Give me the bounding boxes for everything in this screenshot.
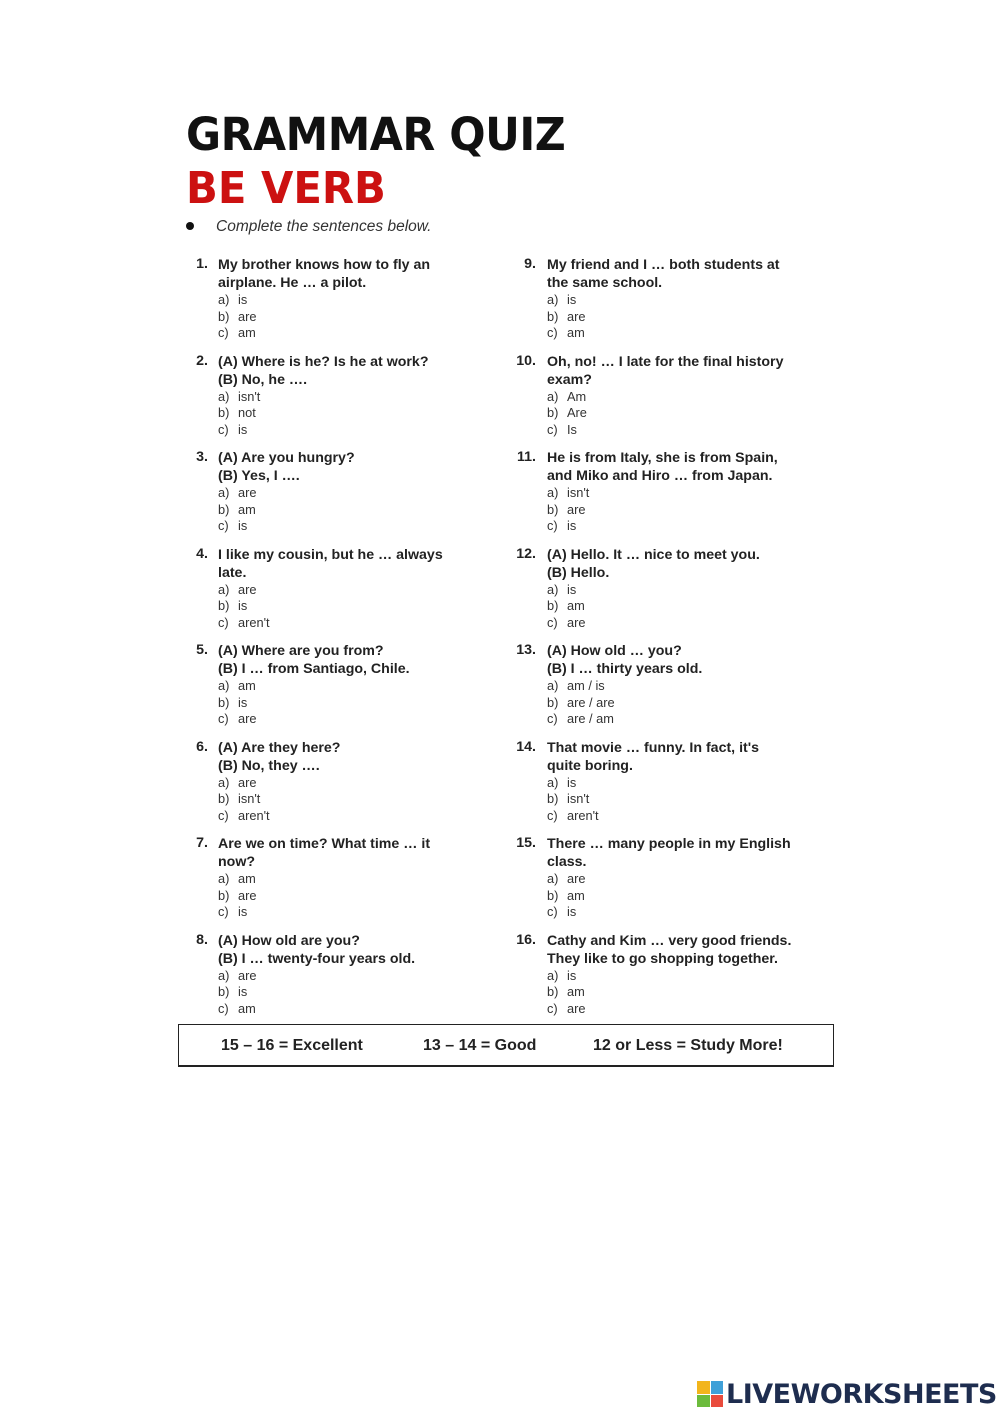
option-letter: b)	[218, 984, 230, 999]
question-item	[510, 739, 830, 836]
question-body	[547, 642, 830, 728]
answer-option[interactable]	[547, 518, 830, 535]
option-text: Is	[567, 421, 577, 437]
option-text: am / is	[567, 678, 605, 693]
option-text: are	[238, 485, 257, 500]
question-stem: There … many people in my English class.	[547, 836, 791, 870]
option-text: is	[238, 598, 248, 613]
question-stem: (A) Where is he? Is he at work? (B) No, he ….	[218, 353, 429, 388]
question-number: 5.	[196, 642, 208, 658]
answer-option[interactable]	[547, 888, 830, 905]
answer-option[interactable]	[218, 1001, 496, 1018]
option-text: am	[567, 598, 585, 613]
question-item	[186, 739, 496, 836]
option-text: is	[238, 984, 248, 999]
answer-option[interactable]	[547, 871, 830, 888]
question-stem: (A) Are they here? (B) No, they ….	[218, 739, 341, 774]
question-number: 12.	[516, 545, 536, 562]
question-number: 10.	[516, 352, 536, 369]
answer-option[interactable]	[218, 678, 496, 695]
question-stem: (A) How old … you? (B) I … thirty years old.	[547, 643, 703, 677]
option-letter: c)	[547, 1000, 558, 1016]
question-body	[218, 739, 496, 825]
option-text: am	[567, 984, 585, 999]
option-text: are / are	[567, 694, 615, 710]
answer-option[interactable]	[218, 615, 496, 632]
quiz-title: GRAMMAR QUIZ	[186, 108, 566, 161]
option-letter: b)	[218, 887, 230, 903]
option-letter: c)	[547, 711, 558, 726]
question-item	[186, 642, 496, 739]
option-letter: a)	[218, 292, 230, 307]
option-letter: b)	[218, 308, 230, 324]
question-item	[510, 835, 830, 932]
instruction-text: Complete the sentences below.	[216, 218, 432, 235]
option-letter: b)	[547, 598, 559, 613]
option-text: is	[567, 774, 577, 790]
question-body	[218, 256, 496, 342]
logo-grid-icon	[697, 1381, 723, 1407]
option-text: is	[238, 518, 248, 533]
question-number: 1.	[196, 256, 208, 272]
option-text: are / am	[567, 711, 614, 726]
option-letter: b)	[547, 308, 559, 324]
question-item	[510, 256, 830, 353]
answer-option[interactable]	[218, 598, 496, 615]
answer-option[interactable]	[218, 711, 496, 728]
answer-option[interactable]	[218, 518, 496, 535]
option-text: isn't	[567, 791, 590, 806]
answer-option[interactable]	[218, 791, 496, 808]
question-number: 8.	[196, 931, 208, 948]
option-letter: c)	[218, 325, 229, 340]
option-text: is	[238, 292, 248, 307]
question-stem: My friend and I … both students at the same school.	[547, 257, 780, 291]
answer-option[interactable]	[547, 422, 830, 439]
answer-option[interactable]	[547, 711, 830, 728]
option-letter: b)	[547, 405, 559, 420]
option-letter: a)	[547, 871, 559, 886]
option-text: is	[567, 904, 577, 919]
question-stem: Oh, no! … I late for the final history exam?	[547, 353, 784, 388]
left-question-column	[186, 256, 496, 1028]
option-letter: a)	[218, 967, 230, 983]
question-item	[510, 353, 830, 450]
question-item	[186, 546, 496, 643]
option-letter: b)	[547, 984, 559, 999]
answer-option[interactable]	[218, 984, 496, 1001]
answer-option[interactable]	[547, 678, 830, 695]
question-item	[186, 449, 496, 546]
question-number: 15.	[516, 835, 536, 851]
question-number: 2.	[196, 352, 208, 369]
logo-tile	[697, 1381, 710, 1394]
option-letter: c)	[218, 711, 229, 726]
bullet-icon	[186, 222, 194, 230]
question-number: 7.	[196, 835, 208, 851]
answer-option[interactable]	[547, 485, 830, 502]
option-letter: c)	[218, 518, 229, 533]
answer-option[interactable]	[547, 582, 830, 599]
option-letter: b)	[547, 791, 559, 806]
option-text: is	[567, 967, 577, 983]
question-body	[547, 835, 830, 921]
option-letter: b)	[547, 694, 559, 710]
question-stem: (A) How old are you? (B) I … twenty-four years old.	[218, 932, 416, 967]
option-text: not	[238, 405, 256, 420]
answer-option[interactable]	[218, 808, 496, 825]
question-number: 6.	[196, 738, 208, 755]
answer-option[interactable]	[547, 1001, 830, 1018]
scoring-box	[178, 1024, 834, 1067]
question-number: 16.	[516, 931, 536, 948]
question-item	[510, 449, 830, 546]
option-letter: b)	[218, 791, 230, 806]
option-text: are	[238, 967, 257, 983]
option-text: am	[238, 1000, 256, 1016]
option-letter: c)	[547, 421, 558, 437]
question-item	[510, 642, 830, 739]
option-text: are	[567, 1000, 586, 1016]
question-item	[186, 256, 496, 353]
answer-option[interactable]	[547, 325, 830, 342]
question-number: 13.	[516, 642, 536, 658]
option-text: Am	[567, 388, 587, 404]
option-text: is	[238, 421, 248, 437]
question-stem: He is from Italy, she is from Spain, and Miko and Hiro … from Japan.	[547, 450, 778, 484]
option-text: are	[238, 887, 257, 903]
answer-option[interactable]	[218, 695, 496, 712]
question-body	[218, 546, 496, 632]
option-text: aren't	[238, 614, 270, 630]
option-text: are	[567, 871, 586, 886]
option-text: is	[567, 581, 577, 597]
answer-option[interactable]	[547, 598, 830, 615]
option-letter: a)	[547, 485, 559, 500]
option-text: am	[567, 325, 585, 340]
answer-option[interactable]	[547, 309, 830, 326]
question-body	[547, 932, 830, 1018]
option-letter: a)	[547, 388, 559, 404]
option-letter: a)	[218, 774, 230, 790]
option-letter: a)	[547, 581, 559, 597]
option-letter: c)	[547, 904, 558, 919]
answer-option[interactable]	[218, 502, 496, 519]
option-letter: b)	[218, 405, 230, 420]
logo-text: LIVEWORKSHEETS	[726, 1378, 997, 1410]
answer-option[interactable]	[547, 984, 830, 1001]
answer-option[interactable]	[547, 405, 830, 422]
option-text: aren't	[238, 807, 270, 823]
question-item	[186, 835, 496, 932]
answer-option[interactable]	[547, 502, 830, 519]
option-text: Are	[567, 405, 587, 420]
option-text: are	[567, 614, 586, 630]
answer-option[interactable]	[218, 904, 496, 921]
question-stem: (A) Where are you from? (B) I … from Santiago, Chile.	[218, 643, 410, 677]
question-item	[510, 932, 830, 1029]
logo-tile	[711, 1381, 724, 1394]
instruction-line	[186, 218, 431, 236]
option-text: isn't	[567, 485, 590, 500]
question-body	[218, 932, 496, 1018]
option-text: is	[238, 904, 248, 919]
question-stem: My brother knows how to fly an airplane. He … a pilot.	[218, 257, 431, 291]
option-text: are	[238, 581, 257, 597]
answer-option[interactable]	[547, 808, 830, 825]
option-letter: a)	[218, 871, 230, 886]
option-text: is	[567, 518, 577, 533]
answer-option[interactable]	[218, 775, 496, 792]
option-letter: c)	[218, 904, 229, 919]
option-letter: a)	[547, 292, 559, 307]
question-number: 3.	[196, 449, 208, 465]
answer-option[interactable]	[547, 292, 830, 309]
question-body	[218, 642, 496, 728]
option-text: are	[567, 308, 586, 324]
option-letter: a)	[218, 388, 230, 404]
option-letter: c)	[547, 807, 558, 823]
score-study-more: 12 or Less = Study More!	[593, 1037, 783, 1054]
question-number: 11.	[517, 449, 536, 465]
question-number: 9.	[524, 256, 536, 272]
answer-option[interactable]	[218, 888, 496, 905]
answer-option[interactable]	[547, 968, 830, 985]
option-letter: c)	[218, 614, 229, 630]
question-stem: Cathy and Kim … very good friends. They like to go shopping together.	[547, 932, 792, 967]
question-stem: I like my cousin, but he … always late.	[218, 546, 443, 581]
question-body	[218, 449, 496, 535]
answer-option[interactable]	[547, 775, 830, 792]
option-letter: b)	[218, 598, 230, 613]
option-letter: c)	[218, 1000, 229, 1016]
option-text: isn't	[238, 791, 261, 806]
option-letter: c)	[218, 807, 229, 823]
question-stem: (A) Hello. It … nice to meet you. (B) Hello.	[547, 546, 760, 581]
answer-option[interactable]	[218, 309, 496, 326]
option-letter: a)	[218, 678, 230, 693]
option-letter: b)	[547, 887, 559, 903]
answer-option[interactable]	[218, 389, 496, 406]
option-letter: c)	[547, 325, 558, 340]
question-body	[547, 739, 830, 825]
option-letter: b)	[218, 501, 230, 517]
question-body	[218, 353, 496, 439]
question-stem: That movie … funny. In fact, it's quite boring.	[547, 739, 760, 774]
option-text: are	[238, 308, 257, 324]
answer-option[interactable]	[218, 871, 496, 888]
option-text: am	[238, 678, 256, 693]
question-body	[547, 449, 830, 535]
option-text: aren't	[567, 807, 599, 823]
answer-option[interactable]	[547, 904, 830, 921]
option-letter: a)	[218, 581, 230, 597]
option-letter: b)	[218, 694, 230, 710]
option-text: am	[567, 887, 585, 903]
answer-option[interactable]	[218, 405, 496, 422]
option-text: are	[567, 501, 586, 517]
option-letter: b)	[547, 501, 559, 517]
answer-option[interactable]	[547, 791, 830, 808]
option-letter: c)	[218, 421, 229, 437]
answer-option[interactable]	[547, 615, 830, 632]
answer-option[interactable]	[218, 968, 496, 985]
right-question-column	[510, 256, 830, 1028]
answer-option[interactable]	[218, 422, 496, 439]
question-body	[218, 835, 496, 921]
answer-option[interactable]	[218, 292, 496, 309]
question-item	[510, 546, 830, 643]
option-letter: a)	[547, 967, 559, 983]
question-stem: (A) Are you hungry? (B) Yes, I ….	[218, 450, 355, 484]
question-number: 14.	[516, 738, 536, 755]
question-body	[547, 256, 830, 342]
answer-option[interactable]	[218, 325, 496, 342]
option-text: is	[238, 694, 248, 710]
answer-option[interactable]	[547, 695, 830, 712]
answer-option[interactable]	[547, 389, 830, 406]
option-text: is	[567, 292, 577, 307]
liveworksheets-logo[interactable]	[697, 1376, 997, 1412]
option-text: am	[238, 501, 256, 517]
question-body	[547, 353, 830, 439]
option-letter: c)	[547, 614, 558, 630]
answer-option[interactable]	[218, 485, 496, 502]
option-text: am	[238, 325, 256, 340]
option-text: isn't	[238, 388, 261, 404]
quiz-subtitle: BE VERB	[186, 163, 386, 214]
question-item	[186, 353, 496, 450]
option-letter: a)	[547, 774, 559, 790]
option-text: are	[238, 774, 257, 790]
question-item	[186, 932, 496, 1029]
logo-tile	[697, 1395, 710, 1408]
question-number: 4.	[196, 545, 208, 562]
score-good: 13 – 14 = Good	[423, 1037, 537, 1054]
option-letter: a)	[218, 485, 230, 500]
question-body	[547, 546, 830, 632]
answer-option[interactable]	[218, 582, 496, 599]
score-excellent: 15 – 16 = Excellent	[221, 1037, 363, 1054]
option-letter: c)	[547, 518, 558, 533]
logo-tile	[711, 1395, 724, 1408]
option-letter: a)	[547, 678, 559, 693]
option-text: am	[238, 871, 256, 886]
question-stem: Are we on time? What time … it now?	[218, 836, 431, 870]
option-text: are	[238, 711, 257, 726]
